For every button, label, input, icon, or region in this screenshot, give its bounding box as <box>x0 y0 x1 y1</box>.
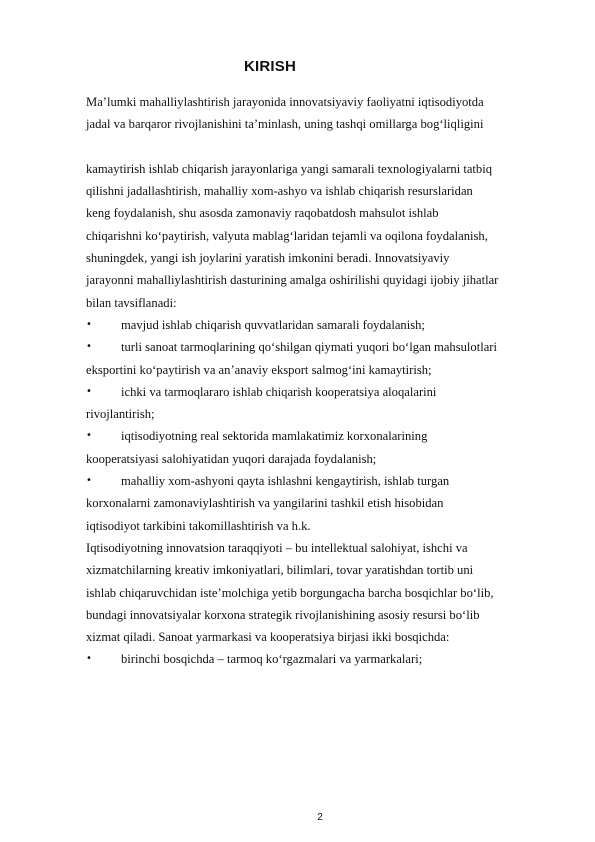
list-item <box>86 425 548 447</box>
list-item-text: turli sanoat tarmoqlarining qo‘shilgan qiymati yuqori bo‘lgan mahsulotlari <box>121 340 497 355</box>
paragraph-line: xizmatchilarning kreativ imkoniyatlari, bilimlari, tovar yaratishdan tortib uni <box>86 563 474 578</box>
list-item-continuation: kooperatsiyasi salohiyatidan yuqori darajada foydalanish; <box>86 451 377 466</box>
paragraph-line: shuningdek, yangi ish joylarini yaratish imkonini beradi. Innovatsiyaviy <box>86 251 450 266</box>
paragraph-line: qilishni jadallashtirish, mahalliy xom-ashyo va ishlab chiqarish resurslaridan <box>86 184 473 199</box>
blank-line <box>86 136 548 158</box>
list-item-text: ichki va tarmoqlararo ishlab chiqarish kooperatsiya aloqalarini <box>121 384 437 399</box>
list-item-text: iqtisodiyotning real sektorida mamlakatimiz korxonalarining <box>121 429 428 444</box>
page-number: 2 <box>317 812 323 823</box>
list-item <box>86 648 548 670</box>
paragraph-line: jarayonni mahalliylashtirish dasturining amalga oshirilishi quyidagi ijobiy jihatlar <box>86 273 499 288</box>
bullet-icon: • <box>86 318 92 330</box>
paragraph-line: bundagi innovatsiyalar korxona strategik rivojlanishining asosiy resursi bo‘lib <box>86 607 480 622</box>
paragraph-line: chiqarishni ko‘paytirish, valyuta mablag‘laridan tejamli va oqilona foydalanish, <box>86 228 488 243</box>
list-item <box>86 470 548 492</box>
bullet-icon: • <box>86 653 92 665</box>
list-item-continuation: eksportini ko‘paytirish va an’anaviy eksport salmog‘ini kamaytirish; <box>86 362 432 377</box>
paragraph-line: bilan tavsiflanadi: <box>86 295 177 310</box>
bullet-icon: • <box>86 475 92 487</box>
paragraph-line: kamaytirish ishlab chiqarish jarayonlariga yangi samarali texnologiyalarni tatbiq <box>86 161 493 176</box>
list-item-continuation: iqtisodiyot tarkibini takomillashtirish va h.k. <box>86 518 311 533</box>
bullet-icon: • <box>86 385 92 397</box>
list-item-continuation: korxonalarni zamonaviylashtirish va yangilarini tashkil etish hisobidan <box>86 496 444 511</box>
list-item-continuation: rivojlantirish; <box>86 407 155 422</box>
paragraph-line: keng foydalanish, shu asosda zamonaviy raqobatdosh mahsulot ishlab <box>86 206 439 221</box>
paragraph-line: jadal va barqaror rivojlanishini ta’minlash, uning tashqi omillarga bog‘liqligini <box>86 117 484 132</box>
list-item-text: mahalliy xom-ashyoni qayta ishlashni kengaytirish, ishlab turgan <box>121 474 450 489</box>
paragraph-line: Iqtisodiyotning innovatsion taraqqiyoti – bu intellektual salohiyat, ishchi va <box>86 540 468 555</box>
list-item-text: mavjud ishlab chiqarish quvvatlaridan samarali foydalanish; <box>121 317 425 332</box>
bullet-icon: • <box>86 430 92 442</box>
paragraph-line: xizmat qiladi. Sanoat yarmarkasi va kooperatsiya birjasi ikki bosqichda: <box>86 630 450 645</box>
bullet-icon: • <box>86 341 92 353</box>
paragraph-line: Ma’lumki mahalliylashtirish jarayonida innovatsiyaviy faoliyatni iqtisodiyotda <box>86 95 484 109</box>
page-title: KIRISH <box>243 58 297 75</box>
paragraph-line: ishlab chiqaruvchidan iste’molchiga yetib borgungacha barcha bosqichlar bo‘lib, <box>86 585 494 600</box>
list-item <box>86 381 548 403</box>
list-item-text: birinchi bosqichda – tarmoq ko‘rgazmalari va yarmarkalari; <box>121 652 423 667</box>
list-item <box>86 314 548 336</box>
list-item <box>86 336 548 358</box>
body-text <box>86 91 548 671</box>
